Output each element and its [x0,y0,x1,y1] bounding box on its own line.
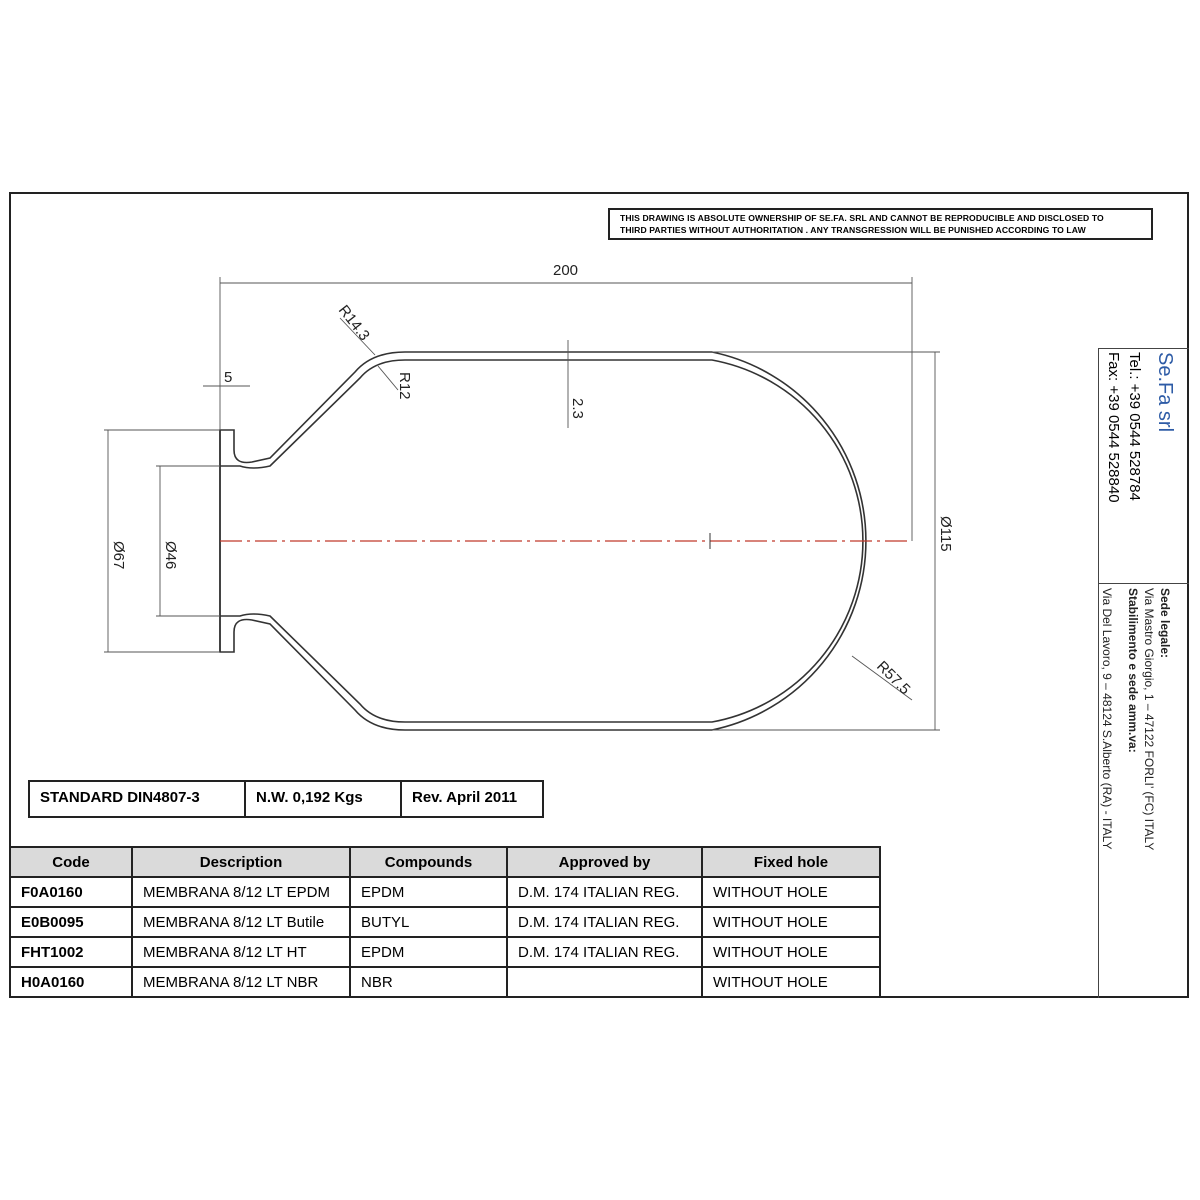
cell-code: FHT1002 [10,937,132,967]
header-code: Code [10,847,132,877]
header-description: Description [132,847,350,877]
company-fax: Fax: +39 0544 528840 [1105,352,1122,503]
dim-r14-label: R14.3 [334,301,373,345]
table-row [10,877,880,907]
cell-description: MEMBRANA 8/12 LT Butile [132,907,350,937]
dim-dia-bore-label: Ø46 [162,541,179,570]
table-row [10,967,880,997]
cell-compound: EPDM [350,937,507,967]
plant-label: Stabilimento e sede amm.va: [1126,588,1140,753]
registered-office-address: Via Mastro Giorgio, 1 – 47122 FORLI’ (FC) ITALY [1142,588,1156,851]
cell-compound: BUTYL [350,907,507,937]
table-header-row [10,847,880,877]
standard-info-box [28,780,544,818]
cell-approved [507,967,702,997]
cell-description: MEMBRANA 8/12 LT HT [132,937,350,967]
cell-fixed-hole: WITHOUT HOLE [702,937,880,967]
plant-address: Via Del Lavoro, 9 – 48124 S.Alberto (RA) - ITALY [1100,588,1114,850]
company-name: Se.Fa srl [1154,352,1176,433]
cell-code: E0B0095 [10,907,132,937]
dim-r57-label: R57.5 [873,657,914,699]
revision-label: Rev. April 2011 [412,789,518,806]
header-approved-by: Approved by [507,847,702,877]
dim-dia-flange-label: Ø67 [110,541,127,570]
table-row [10,907,880,937]
cell-description: MEMBRANA 8/12 LT NBR [132,967,350,997]
dim-length-label: 200 [553,262,579,279]
net-weight-label: N.W. 0,192 Kgs [246,782,402,816]
dim-r12-label: R12 [396,372,413,400]
notice-line-1: THIS DRAWING IS ABSOLUTE OWNERSHIP OF SE.FA. SRL AND CANNOT BE REPRODUCIBLE AND DISCLOSED TO [620,213,1104,223]
cell-approved: D.M. 174 ITALIAN REG. [507,937,702,967]
cell-fixed-hole: WITHOUT HOLE [702,907,880,937]
cell-code: F0A0160 [10,877,132,907]
dim-dia-body-label: Ø115 [937,516,954,552]
table-row [10,937,880,967]
notice-line-2: THIRD PARTIES WITHOUT AUTHORITATION . ANY TRANSGRESSION WILL BE PUNISHED ACCORDING TO LAW [620,224,1086,235]
sidebar-divider [1098,583,1189,584]
leader-r12 [378,366,398,390]
cell-approved: D.M. 174 ITALIAN REG. [507,907,702,937]
cell-fixed-hole: WITHOUT HOLE [702,967,880,997]
cell-fixed-hole: WITHOUT HOLE [702,877,880,907]
cell-compound: NBR [350,967,507,997]
company-tel: Tel.: +39 0544 528784 [1126,352,1143,501]
cell-code: H0A0160 [10,967,132,997]
cell-compound: EPDM [350,877,507,907]
ownership-notice [608,208,1153,240]
standard-label: STANDARD DIN4807-3 [30,782,246,816]
cell-approved: D.M. 174 ITALIAN REG. [507,877,702,907]
cell-description: MEMBRANA 8/12 LT EPDM [132,877,350,907]
header-compounds: Compounds [350,847,507,877]
header-fixed-hole: Fixed hole [702,847,880,877]
dim-flange-label: 5 [224,369,233,386]
parts-table [9,846,881,998]
registered-office-label: Sede legale: [1158,588,1172,659]
dim-thickness-label: 2.3 [569,398,586,419]
